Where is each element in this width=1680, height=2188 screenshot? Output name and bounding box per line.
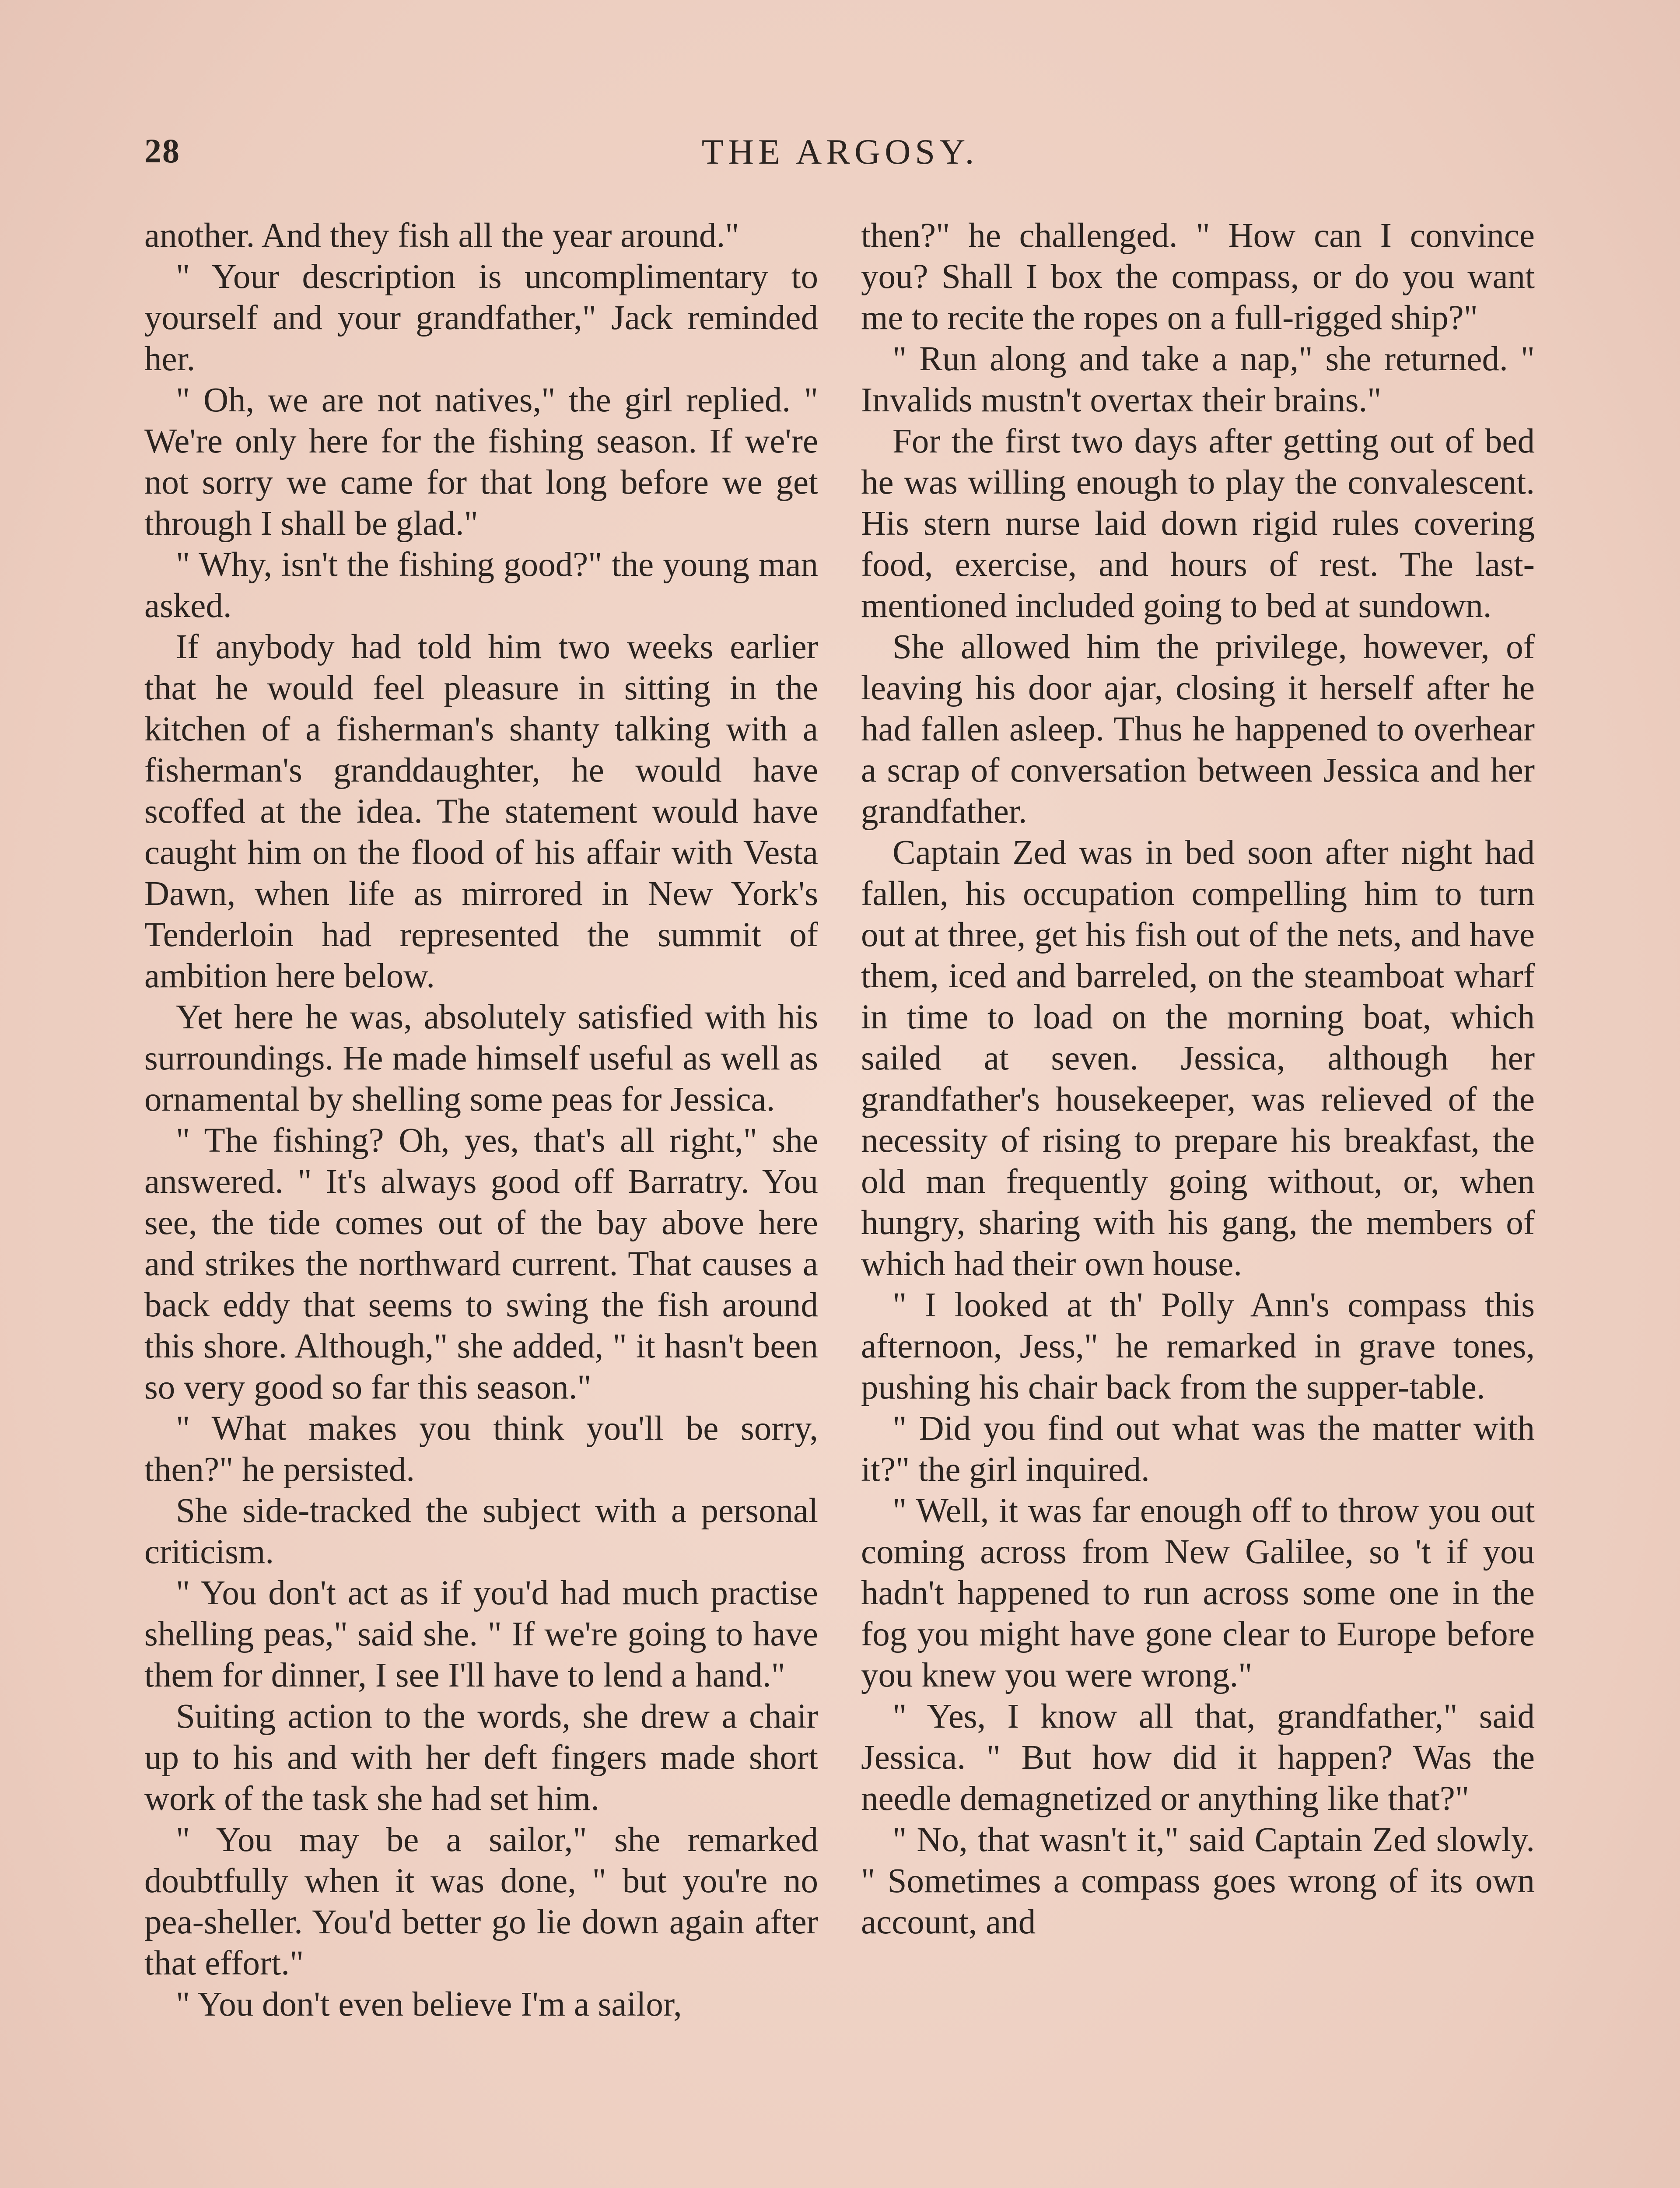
page-header [144, 131, 1536, 184]
paragraph: another. And they fish all the year around." [144, 217, 739, 255]
paragraph: She side-tracked the subject with a personal criticism. [144, 1492, 818, 1571]
paragraph: " You don't even believe I'm a sailor, [176, 1985, 682, 2023]
paragraph: " Your description is uncomplimentary to yourself and your grandfather," Jack reminded her. [144, 258, 818, 378]
paragraph: " The fishing? Oh, yes, that's all right," she answered. " It's always good off Barratry. You see, the tide comes out of the bay above here and strikes the northward current. That causes a back eddy that seems to swing the fish around this shore. Although," she added, " it hasn't been so very good so far this season." [144, 1122, 818, 1406]
paragraph: then?" he challenged. " How can I convince you? Shall I box the compass, or do you want me to recite the ropes on a full-rigged ship?" [861, 217, 1535, 337]
paragraph: If anybody had told him two weeks earlier that he would feel pleasure in sitting in the kitchen of a fisherman's shanty talking with a fisherman's granddaughter, he would have scoffed at the idea. The statement would have caught him on the flood of his affair with Vesta Dawn, when life as mirrored in New York's Tenderloin had represented the summit of ambition here below. [144, 628, 818, 995]
paragraph: " Yes, I know all that, grandfather," said Jessica. " But how did it happen? Was the needle demagnetized or anything like that?" [861, 1697, 1535, 1818]
right-column [861, 215, 1535, 2188]
paragraph: " Why, isn't the fishing good?" the young man asked. [144, 546, 818, 625]
paragraph: Suiting action to the words, she drew a chair up to his and with her deft fingers made short work of the task she had set him. [144, 1697, 818, 1818]
paragraph: " What makes you think you'll be sorry, then?" he persisted. [144, 1410, 818, 1489]
paragraph: Captain Zed was in bed soon after night had fallen, his occupation compelling him to turn out at three, get his fish out of the nets, and have them, iced and barreled, on the steamboat wharf in time to load on the morning boat, which sailed at seven. Jessica, although her grandfather's housekeeper, was relieved of the necessity of rising to prepare his breakfast, the old man frequently going without, or, when hungry, sharing with his gang, the members of which had their own house. [861, 834, 1535, 1283]
paragraph: Yet here he was, absolutely satisfied with his surroundings. He made himself useful as well as ornamental by shelling some peas for Jessica. [144, 998, 818, 1119]
paragraph: " Did you find out what was the matter with it?" the girl inquired. [861, 1410, 1535, 1489]
paragraph: " No, that wasn't it," said Captain Zed slowly. " Sometimes a compass goes wrong of its own account, and [861, 1821, 1535, 1941]
paragraph: For the first two days after getting out of bed he was willing enough to play the convalescent. His stern nurse laid down rigid rules covering food, exercise, and hours of rest. The last-mentioned included going to bed at sundown. [861, 422, 1535, 625]
page-number: 28 [144, 132, 180, 170]
running-title: THE ARGOSY. [701, 132, 979, 172]
paragraph: She allowed him the privilege, however, of leaving his door ajar, closing it herself after he had fallen asleep. Thus he happened to overhear a scrap of conversation between Jessica and her grandfather. [861, 628, 1535, 831]
paragraph: " Run along and take a nap," she returned. " Invalids mustn't overtax their brains." [861, 340, 1535, 419]
paragraph: " I looked at th' Polly Ann's compass this afternoon, Jess," he remarked in grave tones, pushing his chair back from the supper-table. [861, 1286, 1535, 1406]
paragraph: " Oh, we are not natives," the girl replied. " We're only here for the fishing season. If we're not sorry we came for that long before we get through I shall be glad." [144, 381, 818, 543]
paragraph: " Well, it was far enough off to throw you out coming across from New Galilee, so 't if you hadn't happened to run across some one in the fog you might have gone clear to Europe before you knew you were wrong." [861, 1492, 1535, 1694]
paragraph: " You don't act as if you'd had much practise shelling peas," said she. " If we're going to have them for dinner, I see I'll have to lend a hand." [144, 1574, 818, 1694]
left-column [144, 215, 818, 2188]
paragraph: " You may be a sailor," she remarked doubtfully when it was done, " but you're no pea-sheller. You'd better go lie down again after that effort." [144, 1821, 818, 1982]
